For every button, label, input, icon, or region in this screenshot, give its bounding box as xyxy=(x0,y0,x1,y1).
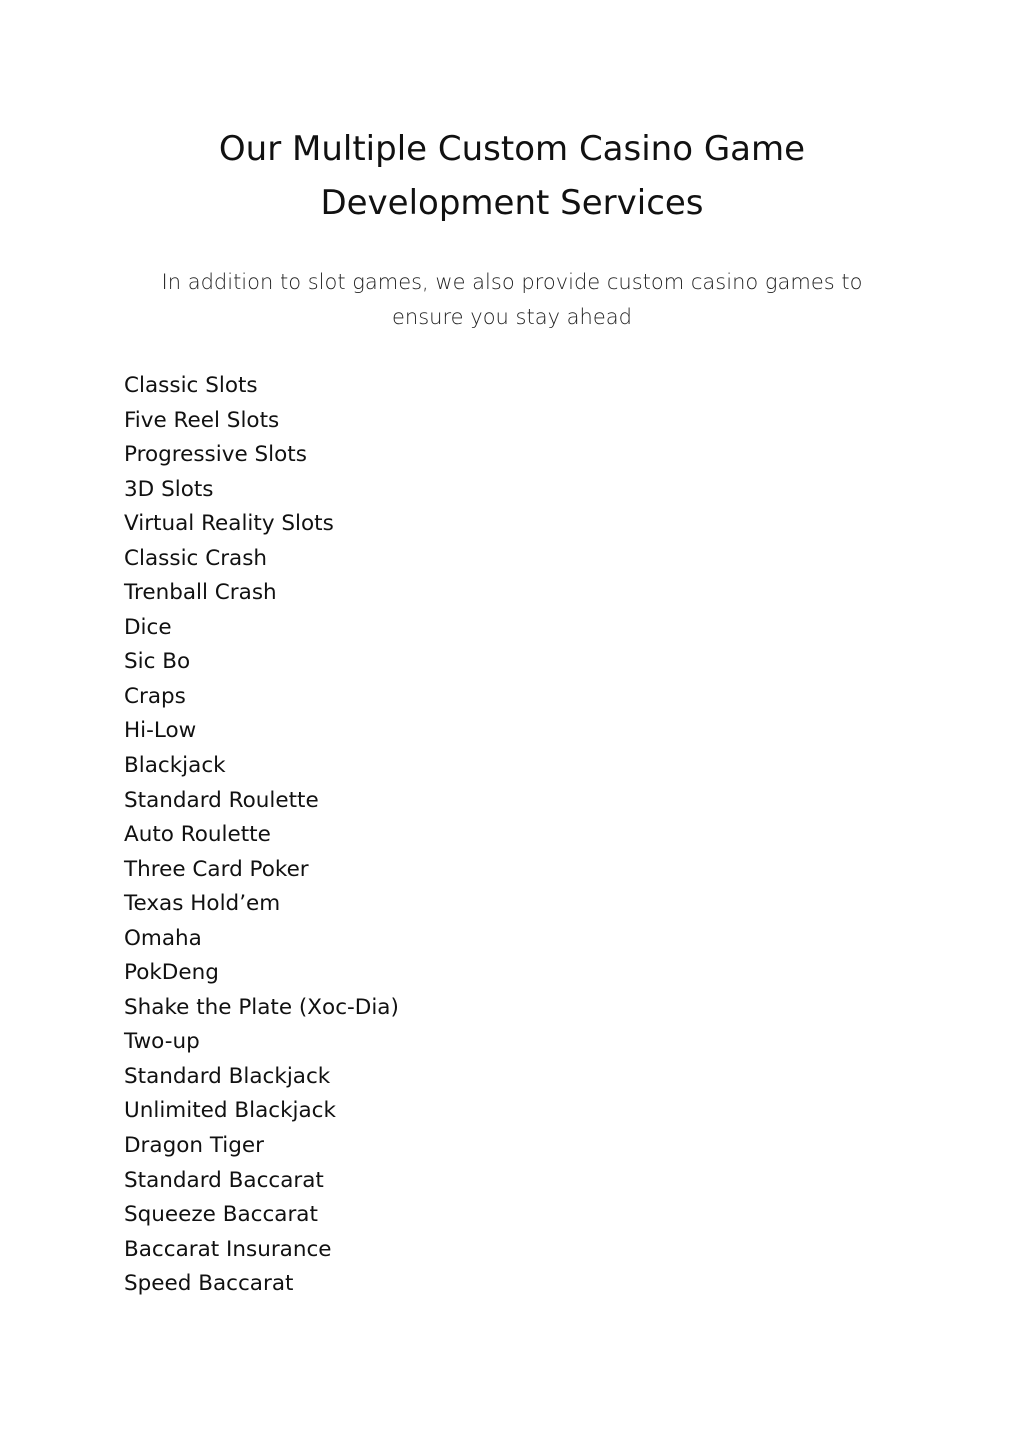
list-item: Squeeze Baccarat xyxy=(124,1202,318,1228)
list-item: Sic Bo xyxy=(124,649,191,675)
list-item: Dice xyxy=(124,614,172,640)
list-item: Omaha xyxy=(124,925,202,951)
page-title-line-1: Our Multiple Custom Casino Game xyxy=(218,129,806,169)
list-item: Shake the Plate (Xoc-Dia) xyxy=(124,994,399,1020)
list-item: Speed Baccarat xyxy=(124,1271,294,1297)
list-item: Blackjack xyxy=(124,753,226,779)
list-item: Texas Hold’em xyxy=(124,891,281,917)
list-item: Standard Baccarat xyxy=(124,1167,324,1193)
page-title-line-2: Development Services xyxy=(320,183,704,223)
list-item: Five Reel Slots xyxy=(124,407,280,433)
intro-paragraph xyxy=(112,265,912,335)
list-item: Three Card Poker xyxy=(124,856,309,882)
intro-line-1: In addition to slot games, we also provide custom casino games to xyxy=(161,270,863,294)
list-item: Hi-Low xyxy=(124,718,197,744)
list-item: Two-up xyxy=(124,1029,200,1055)
list-item: Auto Roulette xyxy=(124,822,271,848)
intro-line-2: ensure you stay ahead xyxy=(392,305,632,329)
page-title xyxy=(112,122,912,230)
list-item: PokDeng xyxy=(124,960,219,986)
list-item: Dragon Tiger xyxy=(124,1133,264,1159)
list-item: Baccarat Insurance xyxy=(124,1236,332,1262)
list-item: Progressive Slots xyxy=(124,442,307,468)
list-item: Virtual Reality Slots xyxy=(124,511,334,537)
list-item: Standard Blackjack xyxy=(124,1063,331,1089)
game-list xyxy=(124,369,399,1302)
list-item: Craps xyxy=(124,683,186,709)
list-item: Unlimited Blackjack xyxy=(124,1098,336,1124)
list-item: 3D Slots xyxy=(124,476,214,502)
list-item: Standard Roulette xyxy=(124,787,319,813)
list-item: Classic Slots xyxy=(124,373,258,398)
list-item: Trenball Crash xyxy=(124,580,277,606)
list-item: Classic Crash xyxy=(124,545,268,571)
